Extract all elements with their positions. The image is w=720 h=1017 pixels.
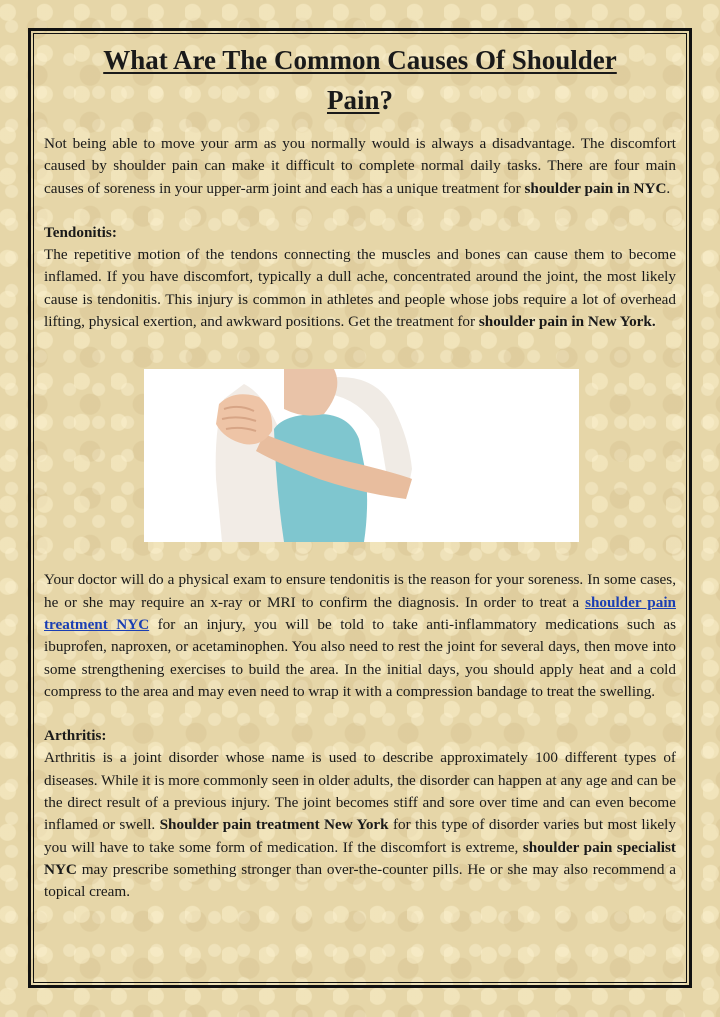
- title-line-1: What Are The Common Causes Of Shoulder: [103, 45, 617, 75]
- arthritis-paragraph: [44, 725, 676, 903]
- page-title: [44, 40, 676, 120]
- arthritis-text-3: may prescribe something stronger than over-the-counter pills. He or she may also recommend a topical cream.: [44, 860, 676, 901]
- tendonitis-paragraph: [44, 222, 676, 333]
- shoulder-pain-treatment-link[interactable]: shoulder pain treatment NYC: [44, 593, 676, 633]
- intro-paragraph: [44, 133, 676, 200]
- intro-text: Not being able to move your arm as you normally would is always a disadvantage. The discomfort caused by shoulder pain can make it difficult to complete normal daily tasks. There are four main causes of soreness in your upper-arm joint and each has a unique treatment for: [44, 135, 676, 197]
- exam-text-1: Your doctor will do a physical exam to ensure tendonitis is the reason for your soreness. In some cases, he or she may require an x-ray or MRI to confirm the diagnosis. In order to treat a: [44, 571, 676, 611]
- arthritis-bold-1: Shoulder pain treatment New York: [159, 816, 389, 834]
- tendonitis-bold: shoulder pain in New York.: [478, 313, 656, 331]
- intro-bold: shoulder pain in NYC: [524, 179, 667, 197]
- arthritis-heading: Arthritis:: [44, 727, 107, 745]
- exam-text-2: for an injury, you will be told to take anti-inflammatory medications such as ibuprofen, naproxen, or acetaminophen. You also need to rest the joint for several days, then move into some strengthening exercises to build the area. In the initial days, you should apply heat and a cold compress to the area and may even need to wrap it with a compression bandage to treat the swelling.: [44, 615, 676, 700]
- title-line-2-punct: ?: [379, 85, 393, 115]
- intro-end: .: [666, 179, 671, 197]
- arthritis-bold-2: shoulder pain specialist NYC: [44, 838, 676, 878]
- title-line-2-word: Pain: [326, 85, 380, 115]
- arthritis-text-1: Arthritis is a joint disorder whose name is used to describe approximately 100 different types of diseases. While it is more commonly seen in older adults, the disorder can happen at any age and can be the direct result of a previous injury. The joint becomes stiff and sore over time and can even become inflamed or swell.: [44, 749, 676, 834]
- exam-paragraph: [44, 569, 676, 703]
- tendonitis-text: The repetitive motion of the tendons connecting the muscles and bones can cause them to become inflamed. If you have discomfort, typically a dull ache, concentrated around the joint, the most likely cause is tendonitis. This injury is common in athletes and people whose jobs require a lot of overhead lifting, physical exertion, and awkward positions. Get the treatment for: [44, 246, 676, 331]
- shoulder-pain-photo: [144, 369, 579, 542]
- arthritis-text-2: for this type of disorder varies but most likely you will have to take some form of medication. If the discomfort is extreme,: [44, 816, 676, 856]
- document-page: [44, 40, 676, 904]
- tendonitis-heading: Tendonitis:: [44, 223, 117, 241]
